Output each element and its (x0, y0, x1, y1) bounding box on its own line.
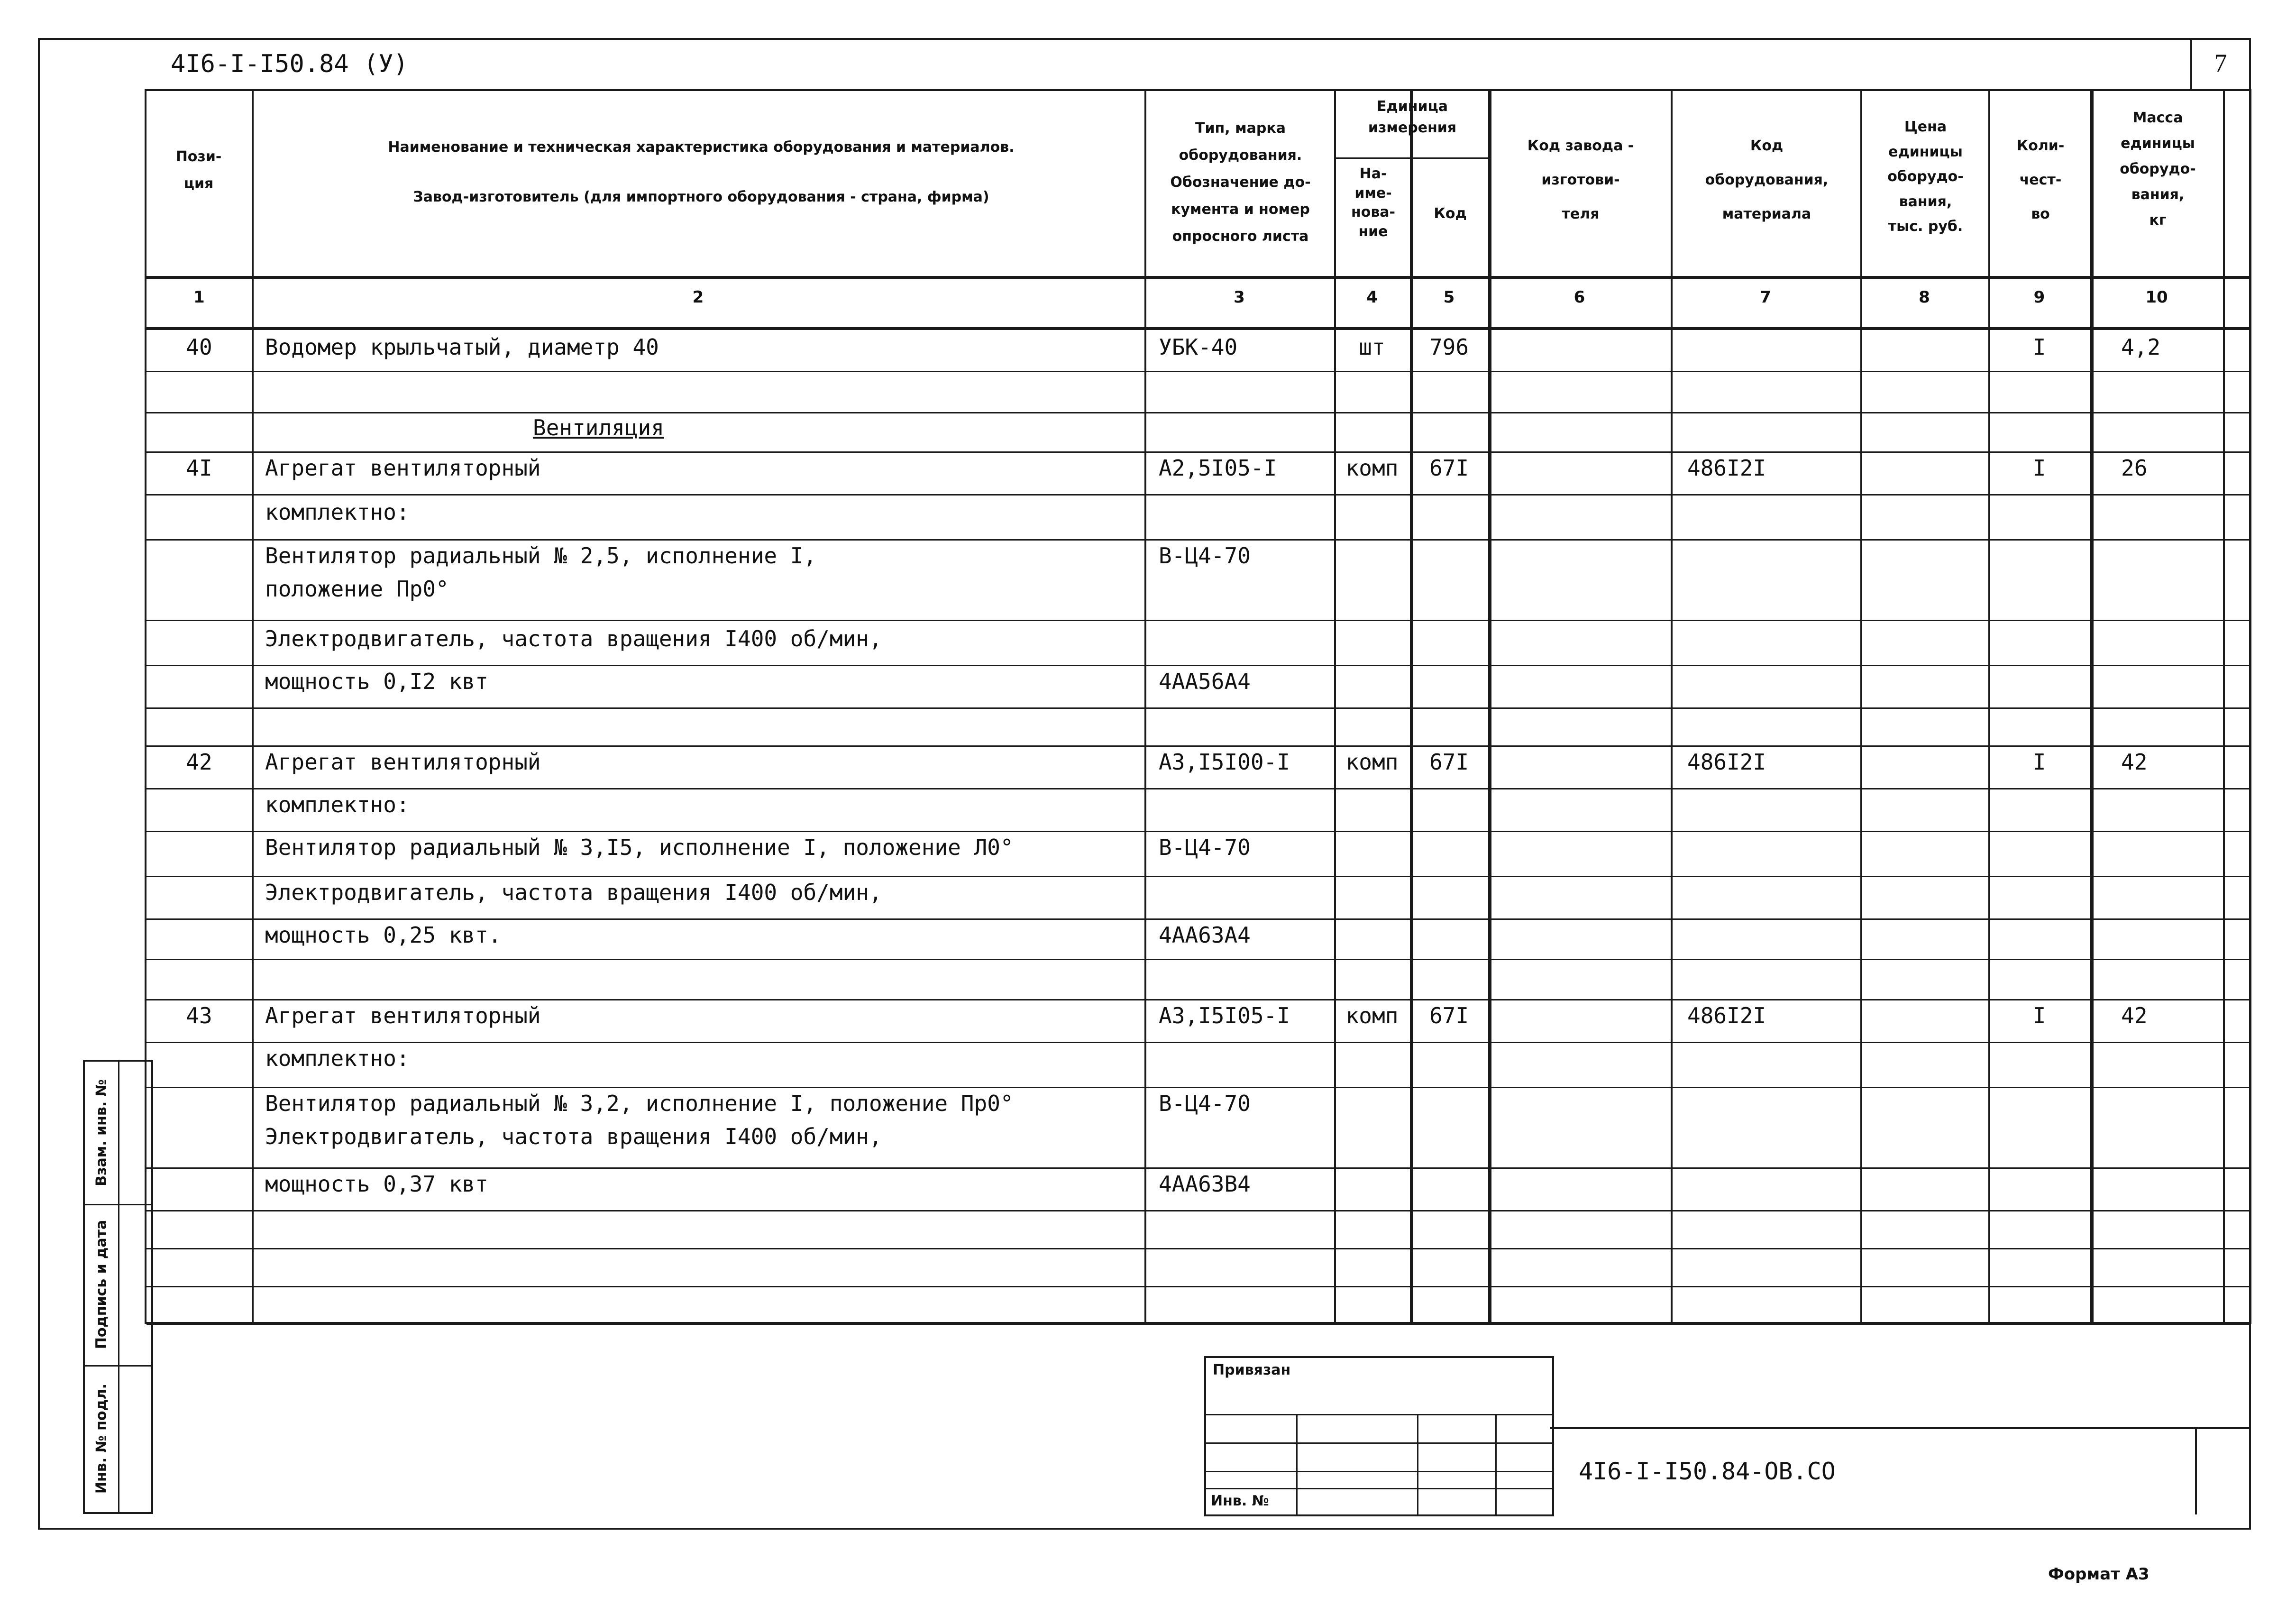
row-quantity: I (2032, 334, 2046, 360)
document-number-top: 4I6-I-I50.84 (У) (171, 50, 408, 78)
row-line (146, 451, 2250, 453)
row-line (146, 831, 2250, 832)
section-heading-ventilation: Вентиляция (533, 415, 664, 440)
row-unit: шт (1359, 334, 1385, 360)
row-unit-code: 67I (1429, 749, 1469, 775)
side-stamp (83, 1060, 153, 1514)
document-code-box (1550, 1427, 2195, 1514)
row-name: положение Пр0° (265, 576, 449, 602)
header-unit-code: Код (1434, 205, 1467, 222)
row-position: 40 (186, 334, 212, 360)
header-unit-group: Единица измерения (1368, 98, 1457, 136)
col-number: 3 (1234, 288, 1245, 307)
row-line (146, 620, 2250, 621)
row-line (146, 665, 2250, 666)
sheet-number: 7 (2214, 49, 2227, 77)
sheet-number-box (2190, 38, 2249, 91)
document-code: 4I6-I-I50.84-ОВ.СО (1579, 1458, 1836, 1485)
header-price: Цена единицы оборудо- вания, тыс. руб. (1887, 119, 1964, 235)
col-number: 5 (1443, 288, 1455, 307)
col-number: 8 (1919, 288, 1930, 307)
row-line (146, 1210, 2250, 1211)
side-stamp-cell (85, 1062, 119, 1204)
row-line (146, 707, 2250, 709)
row-name: комплектно: (265, 499, 410, 525)
table-bottom-line (146, 1322, 2250, 1325)
col-number: 9 (2033, 288, 2045, 307)
col-number: 2 (692, 288, 704, 307)
row-name: Электродвигатель, частота вращения I400 об/мин, (265, 626, 882, 651)
row-line (146, 745, 2250, 747)
row-type: А3,I5I00-I (1159, 749, 1290, 775)
stamp-col-line (1495, 1414, 1497, 1514)
stamp-bound-label: Привязан (1213, 1362, 1291, 1378)
row-name: комплектно: (265, 792, 410, 817)
row-line (146, 1286, 2250, 1287)
row-unit-code: 67I (1429, 455, 1469, 481)
row-mass: 4,2 (2121, 334, 2161, 360)
stamp-row-line (1206, 1471, 1552, 1472)
row-type: В-Ц4-70 (1159, 1091, 1251, 1116)
binding-stamp (1204, 1356, 1554, 1516)
row-mass: 42 (2121, 749, 2148, 775)
row-name: Вентилятор радиальный № 3,I5, исполнение I, положение Л0° (265, 835, 1014, 860)
row-line (146, 539, 2250, 541)
row-line (146, 371, 2250, 372)
col-number: 6 (1573, 288, 1585, 307)
col-number: 7 (1760, 288, 1771, 307)
row-name: Электродвигатель, частота вращения I400 об/мин, (265, 880, 882, 905)
col-number: 10 (2145, 288, 2168, 307)
header-mass: Масса единицы оборудо- вания, кг (2120, 110, 2196, 229)
row-unit-code: 67I (1429, 1003, 1469, 1028)
row-equipment-code: 486I2I (1687, 455, 1766, 481)
header-name-line1: Наименование и техническая характеристика оборудования и материалов. (388, 139, 1015, 156)
row-position: 43 (186, 1003, 212, 1028)
row-line (146, 918, 2250, 920)
row-type: 4АА63В4 (1159, 1171, 1251, 1197)
stamp-col-line (1296, 1414, 1298, 1514)
row-name: Агрегат вентиляторный (265, 749, 541, 775)
side-stamp-replaced-inv: Взам. инв. № (93, 1079, 110, 1186)
row-line (146, 788, 2250, 789)
row-line (146, 1042, 2250, 1043)
row-type: А2,5I05-I (1159, 455, 1277, 481)
row-position: 4I (186, 455, 212, 481)
header-equipment-code: Код оборудования, материала (1705, 138, 1829, 222)
row-mass: 42 (2121, 1003, 2148, 1028)
sheet-box (2195, 1427, 2249, 1514)
side-stamp-signature-date: Подпись и дата (93, 1220, 110, 1349)
row-unit: комп (1345, 1003, 1399, 1028)
header-type: Тип, марка оборудования. Обозначение до- кумента и номер опросного листа (1170, 120, 1311, 245)
side-stamp-cell (85, 1365, 119, 1512)
row-name: мощность 0,37 квт (265, 1171, 488, 1197)
row-quantity: I (2032, 749, 2046, 775)
header-name-line2: Завод-изготовитель (для импортного оборудования - страна, фирма) (413, 189, 989, 205)
header-position: Пози- ция (175, 148, 222, 192)
row-line (146, 1167, 2250, 1169)
stamp-inv-label: Инв. № (1211, 1493, 1269, 1509)
row-quantity: I (2032, 455, 2046, 481)
specification-table (145, 89, 2251, 1324)
side-stamp-cell (85, 1204, 119, 1365)
row-type: УБК-40 (1159, 334, 1238, 360)
row-line (146, 1087, 2250, 1088)
row-type: 4АА63А4 (1159, 922, 1251, 948)
format-label: Формат А3 (2048, 1565, 2150, 1584)
col-number: 4 (1366, 288, 1378, 307)
stamp-col-line (1417, 1414, 1418, 1514)
row-type: А3,I5I05-I (1159, 1003, 1290, 1028)
row-line (146, 494, 2250, 495)
stamp-row-line (1206, 1488, 1552, 1489)
row-position: 42 (186, 749, 212, 775)
row-name: Агрегат вентиляторный (265, 1003, 541, 1028)
header-unit-name: На- име- нова- ние (1351, 165, 1396, 240)
row-equipment-code: 486I2I (1687, 749, 1766, 775)
row-line (146, 999, 2250, 1000)
stamp-row-line (1206, 1442, 1552, 1444)
col-number: 1 (193, 288, 205, 307)
header-factory-code: Код завода - изготови- теля (1527, 138, 1634, 222)
row-line (146, 876, 2250, 877)
row-quantity: I (2032, 1003, 2046, 1028)
row-equipment-code: 486I2I (1687, 1003, 1766, 1028)
unit-group-divider (1334, 157, 1488, 159)
row-mass: 26 (2121, 455, 2148, 481)
col-numbers-bottom-line (146, 327, 2250, 330)
row-type: 4АА56А4 (1159, 669, 1251, 694)
row-name: комплектно: (265, 1046, 410, 1071)
stamp-row-line (1206, 1414, 1552, 1415)
row-name: мощность 0,I2 квт (265, 669, 488, 694)
row-name: Вентилятор радиальный № 3,2, исполнение I, положение Пр0° (265, 1091, 1014, 1116)
row-name: Вентилятор радиальный № 2,5, исполнение I, (265, 543, 817, 569)
row-name: Агрегат вентиляторный (265, 455, 541, 481)
header-quantity: Коли- чест- во (2016, 138, 2065, 222)
row-unit: комп (1345, 749, 1399, 775)
side-stamp-original-inv: Инв. № подл. (93, 1383, 110, 1494)
row-type: В-Ц4-70 (1159, 835, 1251, 860)
row-line (146, 959, 2250, 960)
row-line (146, 1248, 2250, 1249)
row-line (146, 412, 2250, 413)
row-unit-code: 796 (1429, 334, 1469, 360)
row-name: Водомер крыльчатый, диаметр 40 (265, 334, 659, 360)
row-type: В-Ц4-70 (1159, 543, 1251, 569)
row-name: Электродвигатель, частота вращения I400 об/мин, (265, 1124, 882, 1149)
row-unit: комп (1345, 455, 1399, 481)
row-name: мощность 0,25 квт. (265, 922, 502, 948)
header-bottom-line (146, 276, 2250, 279)
